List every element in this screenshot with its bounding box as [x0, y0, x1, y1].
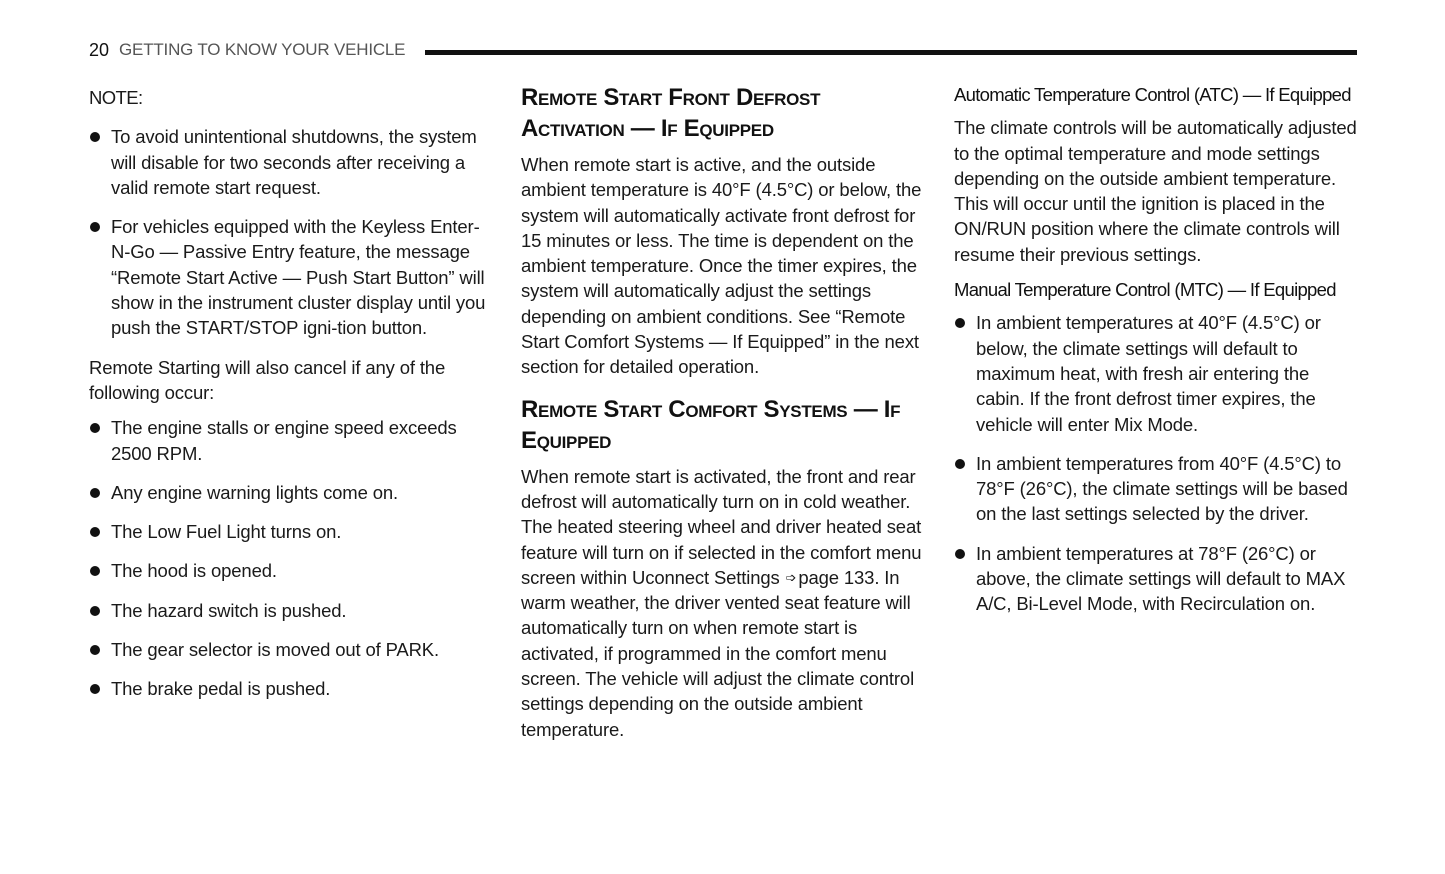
mtc-heading: Manual Temperature Control (MTC) — If Equipped: [954, 279, 1336, 301]
defrost-body: When remote start is active, and the outside ambient temperature is 40°F (4.5°C) or below, the system will automatically activate front defrost for 15 minutes or less. The time is dependent on the ambient temperature. Once the timer expires, the system will automatically adjust the settings depending on ambient conditions. See “Remote Start Comfort Systems — If Equipped” in the next section for detailed operation.: [521, 154, 922, 378]
atc-heading: Automatic Temperature Control (ATC) — If Equipped: [954, 84, 1351, 105]
column-right: [954, 82, 1359, 631]
bullet-icon: [90, 645, 100, 655]
list-item: Any engine warning lights come on.: [89, 480, 489, 505]
list-item: In ambient temperatures at 78°F (26°C) or above, the climate settings will default to MAX A/C, Bi-Level Mode, with Recirculation on.: [954, 541, 1359, 617]
list-item: In ambient temperatures from 40°F (4.5°C) to 78°F (26°C), the climate settings will be based on the last settings selected by the driver.: [954, 451, 1359, 527]
bullet-icon: [90, 488, 100, 498]
page-header: [89, 38, 1357, 62]
header-rule: [425, 50, 1357, 55]
page-reference-link[interactable]: page 133.: [798, 566, 880, 588]
cancel-bullet-list: [89, 415, 489, 701]
bullet-icon: [955, 459, 965, 469]
list-item: In ambient temperatures at 40°F (4.5°C) or below, the climate settings will default to maximum heat, with fresh air entering the cabin. If the front defrost timer expires, the vehicle will enter Mix Mode.: [954, 310, 1359, 436]
bullet-icon: [90, 423, 100, 433]
comfort-heading: Remote Start Comfort Systems — If Equipped: [521, 395, 901, 454]
column-middle: [521, 82, 926, 752]
mtc-bullet-list: [954, 310, 1359, 616]
bullet-icon: [90, 132, 100, 142]
bullet-icon: [955, 318, 965, 328]
list-item: For vehicles equipped with the Keyless Enter-N-Go — Passive Entry feature, the message “Remote Start Active — Push Start Button” will show in the instrument cluster display until you push the START/STOP igni-tion button.: [89, 214, 489, 340]
note-bullet-list: [89, 124, 489, 340]
defrost-heading: Remote Start Front Defrost Activation — If Equipped: [521, 84, 821, 142]
column-left: [89, 82, 489, 716]
list-item: The Low Fuel Light turns on.: [89, 519, 489, 544]
bullet-icon: [90, 222, 100, 232]
note-label: NOTE:: [89, 87, 143, 108]
bullet-icon: [90, 566, 100, 576]
arrow-right-icon: ➩: [785, 569, 797, 585]
list-item: The engine stalls or engine speed exceeds 2500 RPM.: [89, 415, 489, 466]
page-number: 20: [89, 39, 110, 60]
bullet-icon: [90, 684, 100, 694]
bullet-icon: [955, 549, 965, 559]
bullet-icon: [90, 527, 100, 537]
running-section-title: GETTING TO KNOW YOUR VEHICLE: [119, 40, 406, 59]
list-item: To avoid unintentional shutdowns, the system will disable for two seconds after receiving a valid remote start request.: [89, 124, 489, 200]
cancel-intro: Remote Starting will also cancel if any of the following occur:: [89, 356, 446, 403]
list-item: The hood is opened.: [89, 558, 489, 583]
bullet-icon: [90, 606, 100, 616]
list-item: The hazard switch is pushed.: [89, 598, 489, 623]
list-item: The brake pedal is pushed.: [89, 676, 489, 701]
atc-body: The climate controls will be automatically adjusted to the optimal temperature and mode settings depending on the outside ambient temperature. This will occur until the ignition is placed in the ON/RUN position where the climate controls will resume their previous settings.: [954, 117, 1357, 265]
comfort-body: When remote start is activated, the front and rear defrost will automatically turn on in cold weather. The heated steering wheel and driver heated seat feature will turn on if selected in the comfort menu screen within Uconnect Settings ➩ page 133. In warm weather, the driver vented seat feature will automatically turn on when remote start is activated, if programmed in the comfort menu screen. The vehicle will adjust the climate control settings depending on the outside ambient temperature.: [521, 465, 922, 740]
list-item: The gear selector is moved out of PARK.: [89, 637, 489, 662]
